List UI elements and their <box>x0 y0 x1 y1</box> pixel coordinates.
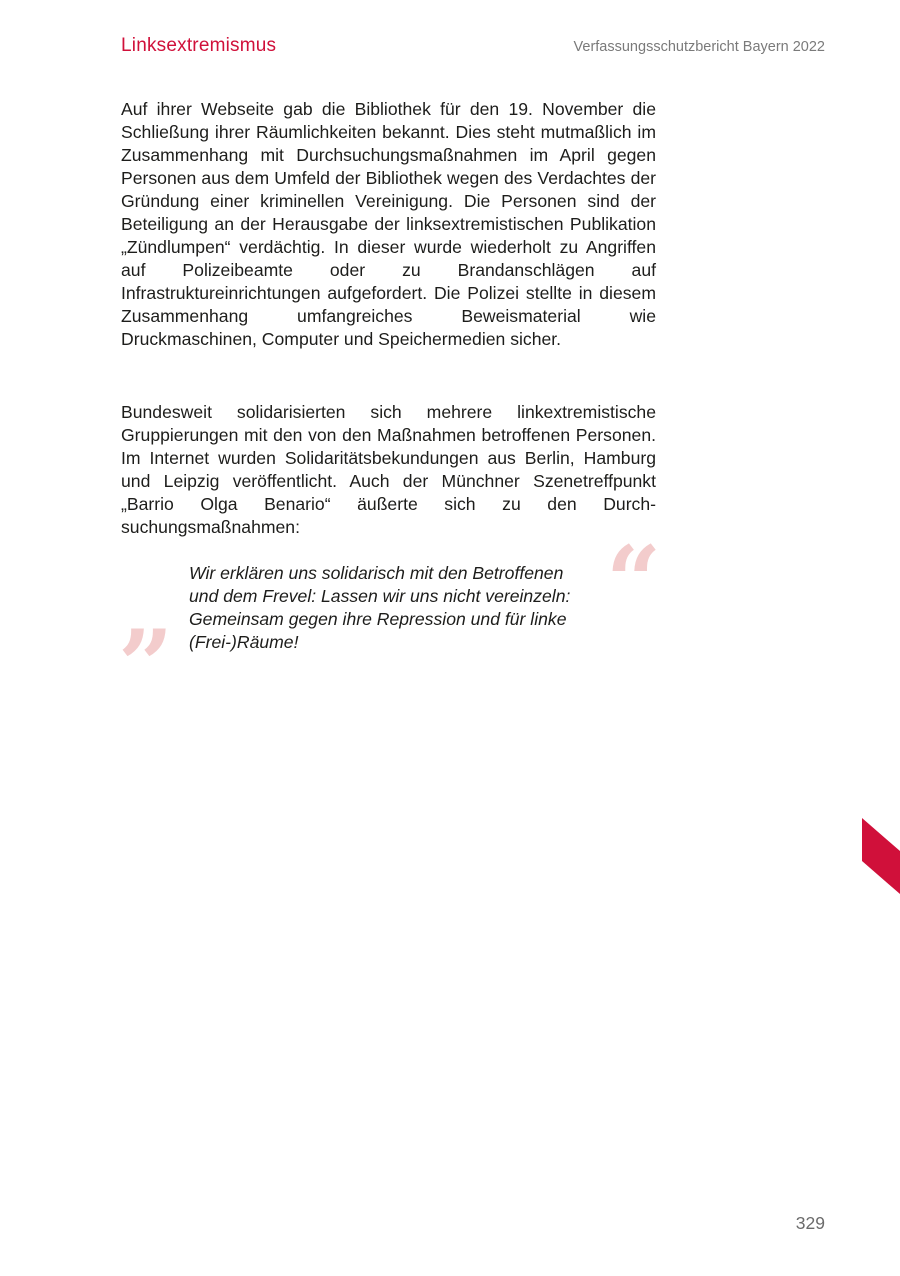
body-paragraph: Auf ihrer Webseite gab die Bibliothek für den 19. November die Schließung ihrer Räumlichkeiten bekannt. Dies steht mutmaßlich im Zusammenhang mit Durchsuchungsmaßnahmen im April gegen Personen aus dem Umfeld der Bibliothek wegen des Verdachtes der Gründung einer kriminellen Vereinigung. Die Personen sind der Beteiligung an der Herausgabe der linksextremistischen Publikation „Zündlumpen“ verdächtig. In dieser wurde wiederholt zu Angriffen auf Polizeibeamte oder zu Brandanschlägen auf Infrastruktureinrichtungen aufgefordert. Die Polizei stellte in diesem Zusammenhang umfangreiches Beweismaterial wie Druckmaschinen, Computer und Speichermedien sicher. <box>121 99 656 349</box>
body-paragraph: Bundesweit solidarisierten sich mehrere linkextremistische Gruppierungen mit den von den Maßnahmen betroffenen Personen. Im Internet wurden Solidaritätsbekundungen aus Berlin, Hamburg und Leipzig veröffentlicht. Auch der Münchner Szenetreffpunkt „Barrio Olga Benario“ äußerte sich zu den Durchsuchungsmaßnahmen: <box>121 402 656 537</box>
chapter-tab-shape <box>862 818 900 894</box>
opening-quote-icon: “ <box>606 525 662 638</box>
closing-quote-icon: ” <box>118 609 174 722</box>
chapter-tab-marker <box>862 818 900 894</box>
report-title: Verfassungsschutzbericht Bayern 2022 <box>573 39 825 55</box>
page-number: 329 <box>795 1213 825 1233</box>
section-title: Linksextremismus <box>121 35 277 56</box>
block-quote: Wir erklären uns solidarisch mit den Betroffenen und dem Frevel: Lassen wir uns nicht vereinzeln: Gemeinsam gegen ihre Repression und für linke (Frei-)Räume! <box>189 563 571 652</box>
